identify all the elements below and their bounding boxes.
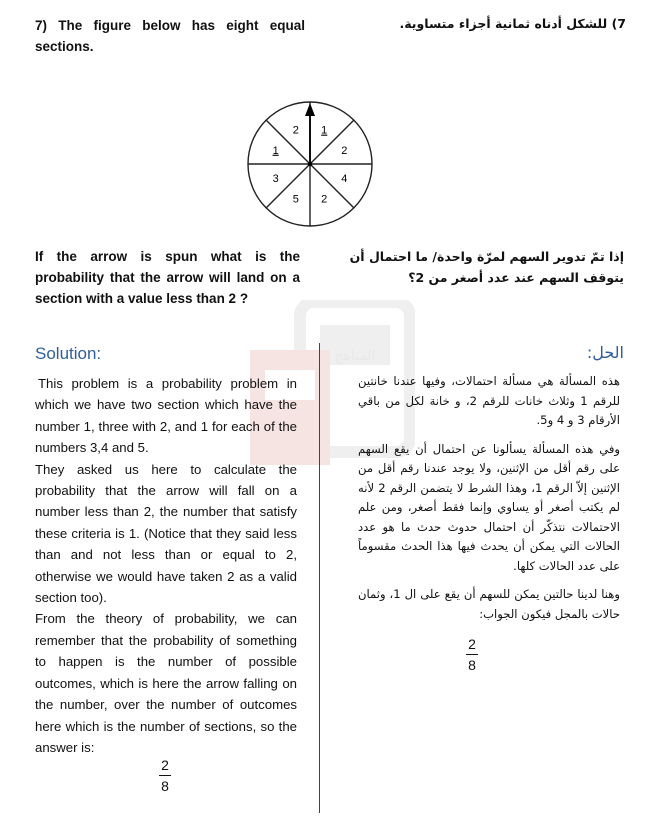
solution-paragraph-ar-1: هذه المسألة هي مسألة احتمالات، وفيها عندنا خانتين للرقم 1 وثلاث خانات للرقم 2، و خانة لكل من باقي الأرقام 3 و 4 و5. (358, 374, 620, 427)
spinner-section-label: 1 (321, 124, 328, 137)
solution-body-en (35, 373, 297, 758)
answer-numerator-en: 2 (161, 757, 169, 773)
answer-fraction-en (159, 757, 171, 794)
spinner-section-label: 2 (341, 144, 348, 157)
question-prompt-ar: إذا تمّ تدوير السهم لمرّة واحدة/ ما احتمال أن يتوقف السهم عند عدد أصغر من 2؟ (349, 249, 624, 285)
answer-denominator-en: 8 (161, 778, 169, 794)
fraction-bar (466, 654, 478, 655)
spinner-divider (310, 120, 354, 164)
answer-fraction-ar (466, 636, 478, 673)
spinner-divider (266, 120, 310, 164)
question-text-en: 7) The figure below has eight equal sections. (35, 18, 305, 54)
spinner-divider (266, 164, 310, 208)
spinner-wheel (238, 100, 382, 238)
arrow-icon (305, 103, 315, 166)
answer-numerator-ar: 2 (468, 636, 476, 652)
solution-paragraph-en-1: This problem is a probability problem in which we have two section which have the number 1, three with 2, and 1 for each of the numbers 3,4 and 5. (35, 376, 297, 456)
solution-paragraph-ar-3: وهنا لدينا حالتين يمكن للسهم أن يقع على ال 1، وثمان حالات بالمجل فيكون الجواب: (358, 587, 620, 621)
solution-paragraph-en-3: From the theory of probability, we can remember that the probability of something to happen is the number of possible outcomes, which is here the arrow falling on the number, over the number of outcomes here which is the number of sections, so the answer is: (35, 611, 297, 755)
spinner-section-label: 4 (341, 173, 348, 186)
spinner-divider (310, 164, 354, 208)
spinner-section-label: 5 (292, 193, 299, 206)
solution-heading-ar: الحل: (586, 343, 624, 362)
question-prompt-en: If the arrow is spun what is the probability that the arrow will land on a section with a value less than 2 ? (35, 249, 300, 306)
column-divider (319, 343, 320, 813)
spinner-section-label: 2 (321, 193, 328, 206)
solution-body-ar (358, 372, 620, 633)
spinner-section-label: 1 (272, 144, 279, 157)
answer-denominator-ar: 8 (468, 657, 476, 673)
fraction-bar (159, 775, 171, 776)
solution-paragraph-en-2: They asked us here to calculate the probability that the arrow will fall on a number less than 2, the number that satisfy these criteria is 1. (Notice that they said less than and not less than or equal to 2, otherwise we would have taken 2 as a valid section too). (35, 461, 297, 606)
watermark-text: المناهج (334, 348, 376, 364)
spinner-section-label: 2 (292, 124, 299, 137)
question-text-ar: 7) للشكل أدناه ثمانية أجزاء متساوية. (399, 16, 626, 31)
solution-heading-en: Solution: (35, 344, 102, 363)
solution-paragraph-ar-2: وفي هذه المسألة يسألونا عن احتمال أن يقع السهم على رقم أقل من الإثنين، ولا يوجد عندنا رقم أقل من الإثنين إلاّ الرقم 1، وهذا الشرط لا يتضمن الرقم 2 لأنه لم يكتب أصغر أو يساوي وإنما فقط أصغر، ومن علم الاحتمالات نتذكّر أن احتمال حدوث حدث ما هو عدد الحالات التي يمكن أن يحدث فيها هذا الحدث مقسوماً على عدد الحالات كلها. (358, 441, 620, 573)
spinner-section-label: 3 (272, 173, 279, 186)
